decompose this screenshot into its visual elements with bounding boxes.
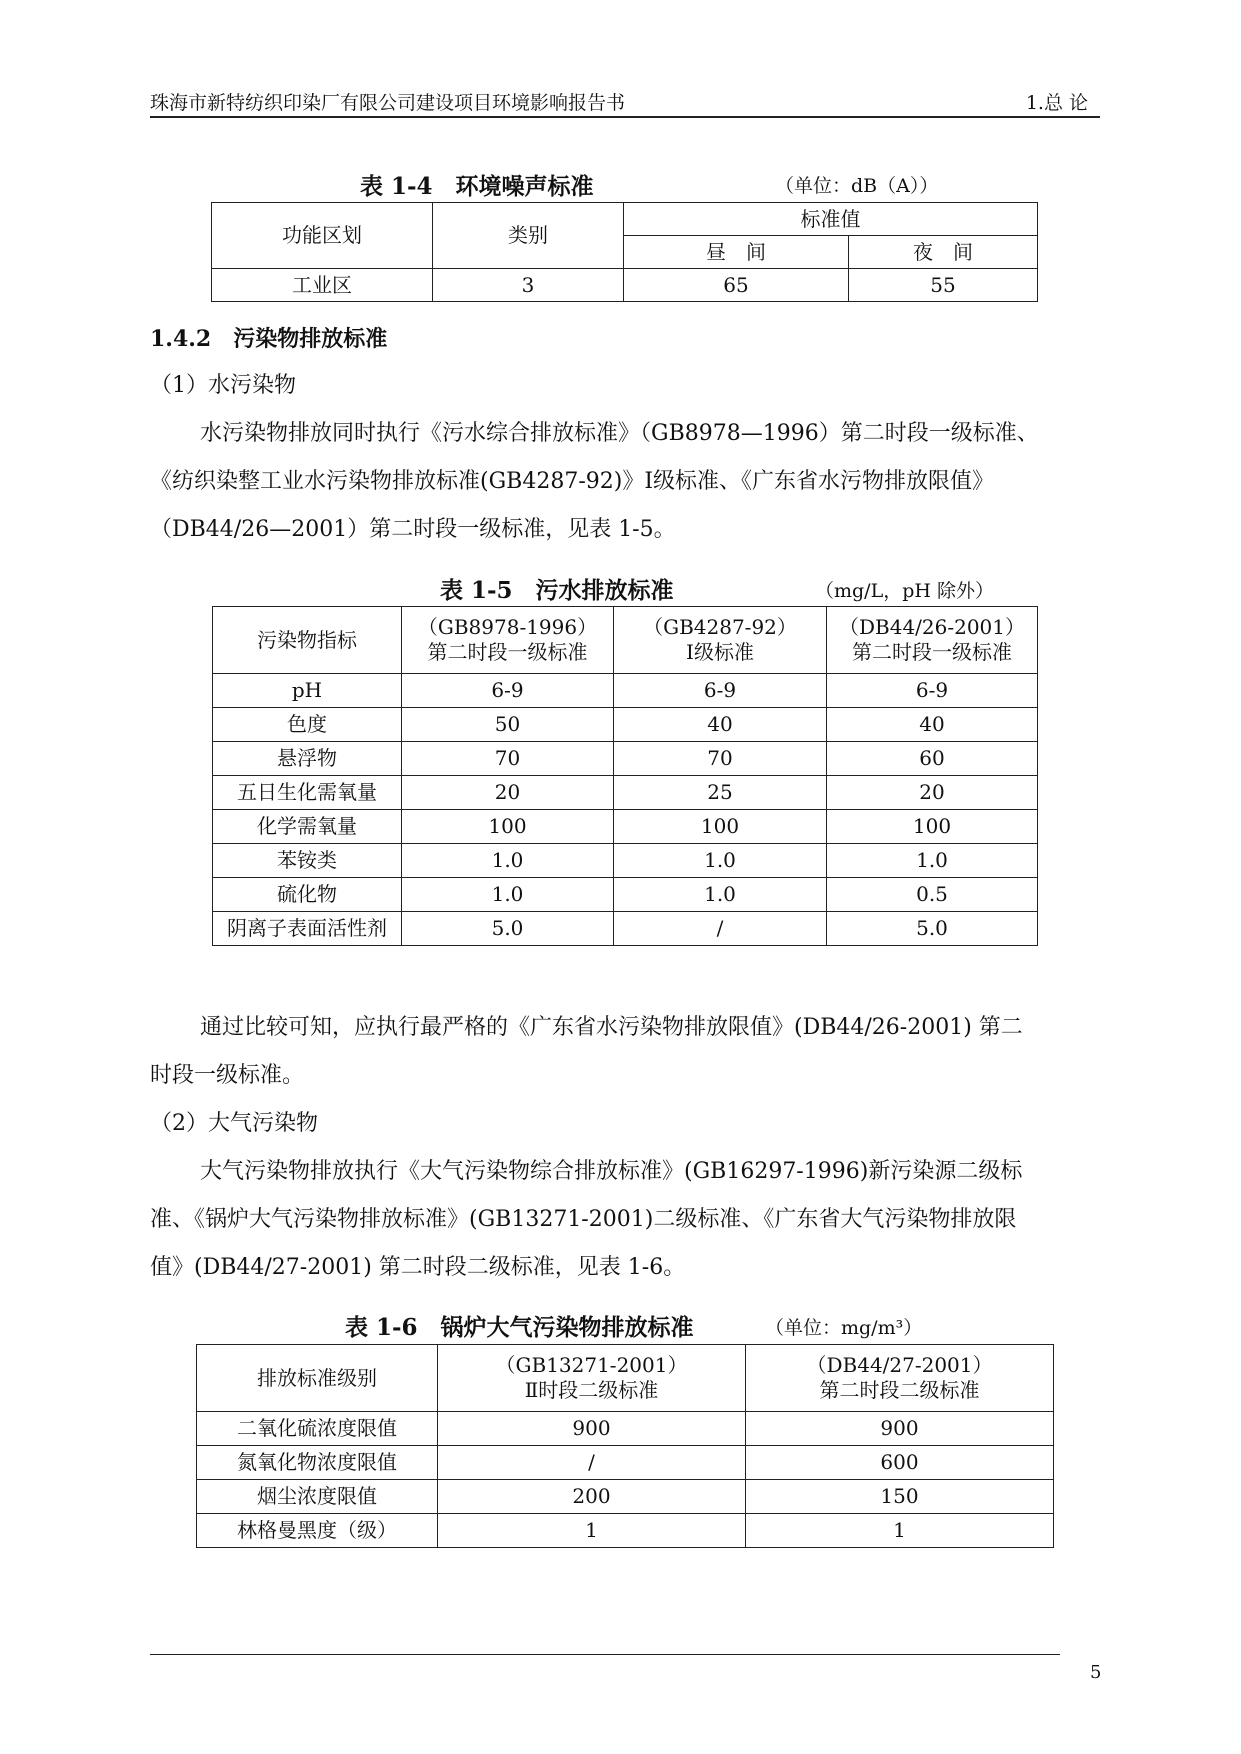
table-1-6-unit: （单位：mg/m³） xyxy=(765,1317,923,1339)
table-row xyxy=(197,1514,1054,1548)
table-row xyxy=(197,1412,1054,1446)
table-row xyxy=(213,844,1038,878)
cell-index: pH xyxy=(213,674,402,708)
cell-index: 苯铵类 xyxy=(213,844,402,878)
header-zone: 功能区划 xyxy=(212,203,433,269)
table-row xyxy=(213,878,1038,912)
cell-value: 6-9 xyxy=(827,674,1038,708)
header-level: 排放标准级别 xyxy=(197,1345,438,1412)
header-db44-26-level: 第二时段一级标准 xyxy=(852,640,1012,664)
header-gb4287 xyxy=(614,607,827,674)
subsection-water: （1）水污染物 xyxy=(150,373,296,398)
page-number: 5 xyxy=(1090,1662,1102,1683)
subsection-air: （2）大气污染物 xyxy=(150,1111,318,1136)
header-db44-26 xyxy=(827,607,1038,674)
table-row xyxy=(212,269,1038,302)
cell-value: 40 xyxy=(614,708,827,742)
cell-value: 100 xyxy=(614,810,827,844)
cell-value: 6-9 xyxy=(402,674,614,708)
cell-value: 70 xyxy=(614,742,827,776)
paragraph-line: 时段一级标准。 xyxy=(150,1063,305,1088)
paragraph-line: 准、《锅炉大气污染物排放标准》(GB13271-2001)二级标准、《广东省大气污染物排放限 xyxy=(150,1207,1017,1232)
cell-value: 1.0 xyxy=(614,878,827,912)
page-header xyxy=(150,88,1100,118)
cell-index: 林格曼黑度（级） xyxy=(197,1514,438,1548)
cell-value: 1 xyxy=(746,1514,1054,1548)
cell-value: 25 xyxy=(614,776,827,810)
header-db44-27-level: 第二时段二级标准 xyxy=(819,1378,980,1402)
cell-index: 二氧化硫浓度限值 xyxy=(197,1412,438,1446)
wastewater-standard-table xyxy=(212,606,1038,946)
noise-standard-table xyxy=(211,202,1038,302)
header-gb13271-level: Ⅱ时段二级标准 xyxy=(524,1378,659,1402)
table-row xyxy=(213,810,1038,844)
header-db44-26-code: （DB44/26-2001） xyxy=(838,615,1026,639)
table-row xyxy=(197,1480,1054,1514)
cell-value: 600 xyxy=(746,1446,1054,1480)
cell-value: 5.0 xyxy=(402,912,614,946)
table-1-4-unit: （单位：dB（A）） xyxy=(775,175,939,197)
cell-value: 60 xyxy=(827,742,1038,776)
cell-night: 55 xyxy=(849,269,1038,302)
cell-index: 色度 xyxy=(213,708,402,742)
header-chapter: 1.总 论 xyxy=(1025,92,1088,114)
cell-value: 70 xyxy=(402,742,614,776)
paragraph-line: 值》(DB44/27-2001) 第二时段二级标准，见表 1-6。 xyxy=(150,1255,686,1280)
cell-class: 3 xyxy=(433,269,624,302)
cell-value: / xyxy=(614,912,827,946)
cell-index: 烟尘浓度限值 xyxy=(197,1480,438,1514)
paragraph-line: （DB44/26—2001）第二时段一级标准，见表 1-5。 xyxy=(150,517,676,542)
paragraph-line: 通过比较可知，应执行最严格的《广东省水污染物排放限值》(DB44/26-2001) 第二 xyxy=(200,1015,1023,1040)
header-gb8978-code: （GB8978-1996） xyxy=(417,615,598,639)
cell-value: / xyxy=(438,1446,746,1480)
cell-index: 阴离子表面活性剂 xyxy=(213,912,402,946)
cell-value: 0.5 xyxy=(827,878,1038,912)
table-row xyxy=(213,708,1038,742)
header-index: 污染物指标 xyxy=(213,607,402,674)
cell-day: 65 xyxy=(624,269,849,302)
header-gb8978-level: 第二时段一级标准 xyxy=(427,640,588,664)
header-gb4287-code: （GB4287-92） xyxy=(643,615,797,639)
cell-value: 200 xyxy=(438,1480,746,1514)
paragraph-line: 《纺织染整工业水污染物排放标准(GB4287-92)》Ⅰ级标准、《广东省水污物排放限值》 xyxy=(150,469,995,494)
cell-value: 40 xyxy=(827,708,1038,742)
cell-value: 1.0 xyxy=(614,844,827,878)
table-row xyxy=(213,674,1038,708)
header-gb4287-level: Ⅰ级标准 xyxy=(686,640,754,664)
cell-index: 化学需氧量 xyxy=(213,810,402,844)
cell-value: 50 xyxy=(402,708,614,742)
cell-index: 氮氧化物浓度限值 xyxy=(197,1446,438,1480)
cell-value: 1.0 xyxy=(402,844,614,878)
header-class: 类别 xyxy=(433,203,624,269)
cell-value: 20 xyxy=(827,776,1038,810)
table-row xyxy=(213,912,1038,946)
paragraph-line: 大气污染物排放执行《大气污染物综合排放标准》(GB16297-1996)新污染源二级标 xyxy=(200,1159,1023,1184)
cell-value: 150 xyxy=(746,1480,1054,1514)
header-title: 珠海市新特纺织印染厂有限公司建设项目环境影响报告书 xyxy=(150,92,626,114)
header-gb13271 xyxy=(438,1345,746,1412)
cell-value: 900 xyxy=(438,1412,746,1446)
header-day: 昼 间 xyxy=(624,236,849,269)
table-1-4-caption: 表 1-4 环境噪声标准 xyxy=(360,173,594,200)
section-heading: 1.4.2 污染物排放标准 xyxy=(150,326,388,352)
header-night: 夜 间 xyxy=(849,236,1038,269)
cell-value: 20 xyxy=(402,776,614,810)
cell-value: 1.0 xyxy=(827,844,1038,878)
cell-value: 5.0 xyxy=(827,912,1038,946)
header-gb13271-code: （GB13271-2001） xyxy=(495,1353,688,1377)
header-db44-27 xyxy=(746,1345,1054,1412)
cell-index: 五日生化需氧量 xyxy=(213,776,402,810)
table-1-5-unit: （mg/L，pH 除外） xyxy=(815,580,994,602)
cell-value: 100 xyxy=(827,810,1038,844)
table-1-5-caption: 表 1-5 污水排放标准 xyxy=(440,577,674,604)
cell-index: 硫化物 xyxy=(213,878,402,912)
boiler-emission-table xyxy=(196,1344,1054,1548)
table-row xyxy=(213,776,1038,810)
header-gb8978 xyxy=(402,607,614,674)
footer-rule xyxy=(150,1654,1060,1655)
table-row xyxy=(197,1446,1054,1480)
cell-index: 悬浮物 xyxy=(213,742,402,776)
cell-value: 6-9 xyxy=(614,674,827,708)
header-db44-27-code: （DB44/27-2001） xyxy=(806,1353,993,1377)
cell-zone: 工业区 xyxy=(212,269,433,302)
cell-value: 100 xyxy=(402,810,614,844)
cell-value: 900 xyxy=(746,1412,1054,1446)
paragraph-line: 水污染物排放同时执行《污水综合排放标准》（GB8978—1996）第二时段一级标准、 xyxy=(200,421,1039,446)
table-1-6-caption: 表 1-6 锅炉大气污染物排放标准 xyxy=(345,1314,694,1341)
header-standard: 标准值 xyxy=(624,203,1038,236)
cell-value: 1 xyxy=(438,1514,746,1548)
cell-value: 1.0 xyxy=(402,878,614,912)
table-row xyxy=(213,742,1038,776)
